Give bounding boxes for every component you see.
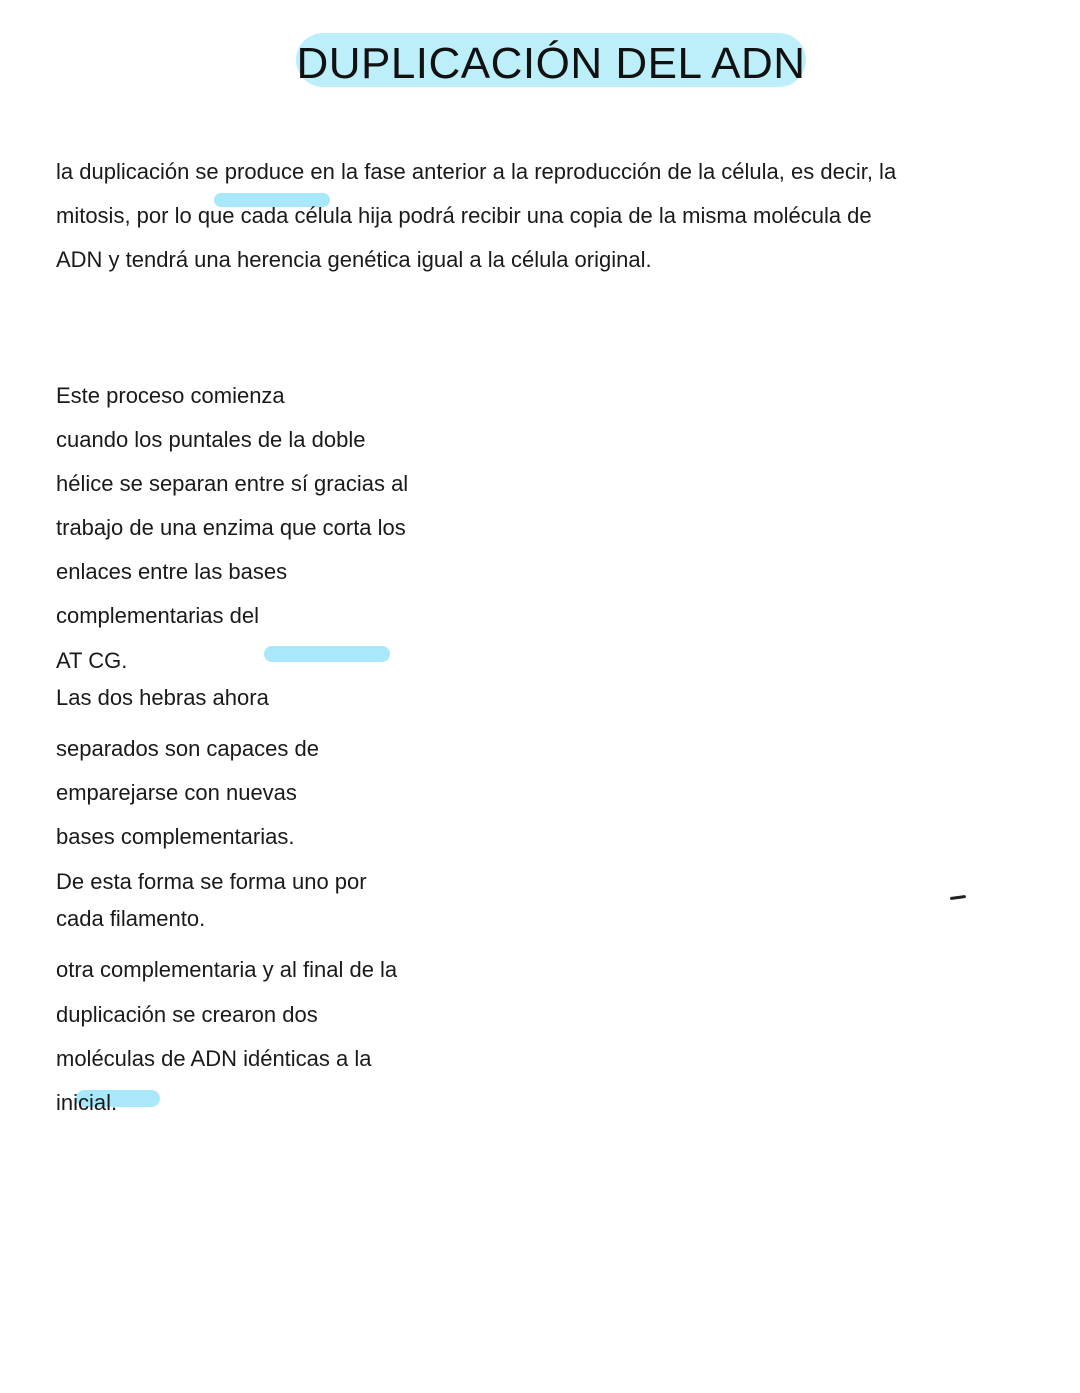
body-line: trabajo de una enzima que corta los — [56, 515, 406, 540]
body-line: inicial. — [56, 1090, 118, 1115]
body-line: separados son capaces de — [56, 736, 319, 761]
body-line: duplicación se crearon dos — [56, 1002, 318, 1027]
body-line: otra complementaria y al final de la — [56, 957, 398, 982]
body-line: enlaces entre las bases — [56, 559, 288, 584]
body-line: hélice se separan entre sí gracias al — [56, 471, 409, 496]
body-line: bases complementarias. — [56, 824, 295, 849]
body-line: emparejarse con nuevas — [56, 780, 297, 805]
intro-paragraph — [56, 150, 996, 282]
body-line: Las dos hebras ahora — [56, 685, 269, 710]
intro-line: ADN y tendrá una herencia genética igual a la célula original. — [56, 247, 652, 272]
body-line: moléculas de ADN idénticas a la — [56, 1046, 372, 1071]
intro-line: mitosis, por lo que cada célula hija podrá recibir una copia de la misma molécula de — [56, 203, 872, 228]
body-line: cada filamento. — [56, 906, 206, 931]
body-line: Este proceso comienza — [56, 383, 285, 408]
pen-mark — [950, 895, 966, 900]
page-title: DUPLICACIÓN DEL ADN — [296, 39, 806, 88]
body-line: AT CG. — [56, 648, 128, 673]
body-line: cuando los puntales de la doble — [56, 427, 366, 452]
intro-line: la duplicación se produce en la fase anterior a la reproducción de la célula, es decir, la — [56, 159, 897, 184]
body-line: complementarias del — [56, 603, 259, 628]
body-line: De esta forma se forma uno por — [56, 869, 367, 894]
highlight-stroke-middle — [264, 646, 390, 662]
